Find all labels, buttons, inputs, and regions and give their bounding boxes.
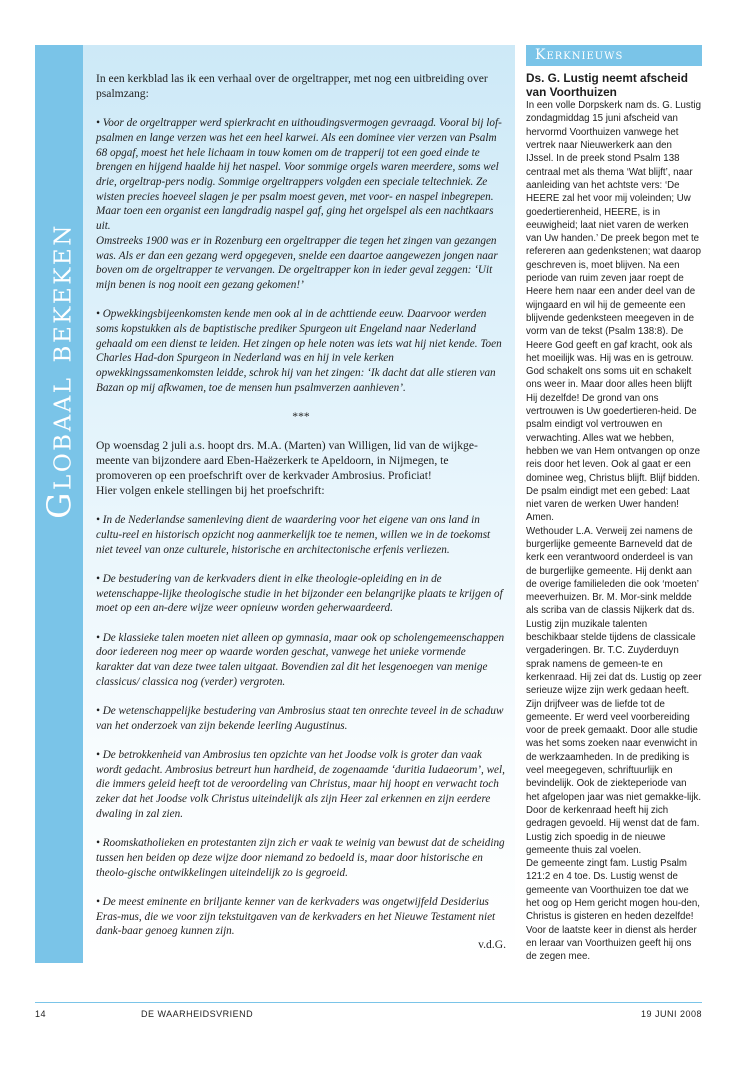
sidebar-header: Kerknieuws bbox=[526, 45, 702, 66]
thesis-item: • De klassieke talen moeten niet alleen op gymnasia, maar ook op scholengemeenschappen door iedereen nog meer op waarde worden geschat, vanwege het unieke vormende karakter dat van deze twee talen uitgaat. Bovendien zal dit het lesgenoegen van menige classicus/ classica nog (verder) vergroten. bbox=[96, 631, 505, 688]
page-number: 14 bbox=[35, 1009, 47, 1019]
signature: v.d.G. bbox=[478, 937, 506, 951]
publication-name: DE WAARHEIDSVRIEND bbox=[141, 1009, 254, 1019]
thesis-item: • De bestudering van de kerkvaders dient in elke theologie-opleiding en in de wetenschappe-lijke theologische studie in het bijzonder een belangrijke plaats te krijgen of moet op een an-dere wijze weer opnieuw worden geherwaardeerd. bbox=[96, 572, 503, 615]
section-title: Globaal bekeken bbox=[39, 223, 79, 519]
issue-date: 19 JUNI 2008 bbox=[640, 1009, 702, 1019]
news-headline: Ds. G. Lustig neemt afscheid van Voorthuizen bbox=[526, 71, 688, 99]
theses-intro: Hier volgen enkele stellingen bij het proefschrift: bbox=[96, 483, 325, 497]
news-paragraph: De gemeente zingt fam. Lustig Psalm 121:2 en 4 toe. Ds. Lustig wenst de gemeente van Voorthuizen toe dat we het oog op Hem gericht mogen hou-den, Christus is gisteren en heden dezelfde! Voor de laatste keer in dienst als herder en leraar van Voorthuizen geeft hij ons de zegen mee. bbox=[526, 858, 700, 963]
thesis-item: • Roomskatholieken en protestanten zijn zich er vaak te weinig van bewust dat de scheiding tussen hen beiden op deze wijze door niemand zo bedoeld is, maar door historische en theolo-gische ontwikkelingen uiteindelijk zo is gegroeid. bbox=[96, 837, 505, 879]
news-paragraph: Wethouder L.A. Verweij zei namens de burgerlijke gemeente Barneveld dat de kerk een verantwoord onderdeel is van de burgerlijke gemeente. Hij denkt aan de overige familieleden die ook ‘moeten’ meeverhuizen. Br. M. Mor-sink meldde als scriba van de classis Nijkerk dat ds. Lustig zijn muzikale talenten beschikbaar stelde tijdens de classicale vergaderingen. Br. T.C. Zuyderduyn sprak namens de gemeen-te en kerkenraad. Hij zei dat ds. Lustig op zeer serieuze wijze zijn werk gedaan heeft. Zijn drijfveer was de liefde tot de gemeente. Er werd veel voorbereiding voor de preek gemaakt. Door alle studie was het soms zoeken naar evenwicht in de werkzaamheden. In de prediking is veel meegegeven, schriftuurlijk en bevindelijk. Ook de ziekteperiode van het afgelopen jaar was niet gemakke-lijk. Door de kerkenraad heeft hij zich gedragen gevoeld. Hij wenst dat de fam. Lustig zich spoedig in de nieuwe gemeente thuis zal voelen. bbox=[526, 525, 702, 856]
thesis-item: • In de Nederlandse samenleving dient de waardering voor het eigene van ons land in cultu-reel en historisch opzicht nog aanmerkelijk toe te nemen, willen we in de toekomst niet teveel van onze culturele, historische en architectonische erfenis verliezen. bbox=[96, 514, 491, 556]
news-sidebar bbox=[526, 45, 702, 963]
thesis-item: • De betrokkenheid van Ambrosius ten opzichte van het Joodse volk is groter dan vaak wordt gedacht. Ambrosius betreurt hun hardheid, de zogenaamde ‘duritia Iudaeorum’, wel, die immers geleid heeft tot de veroordeling van Christus, maar hij hoopt en verwacht toch zeker dat het Joodse volk Christus uiteindelijk als zijn Heer zal erkennen en zijn eerdere dwaling in zal zien. bbox=[96, 749, 505, 820]
thesis-item: • De wetenschappelijke bestudering van Ambrosius staat ten onrechte teveel in de schaduw van het onderzoek van zijn bekende leerling Augustinus. bbox=[96, 705, 504, 732]
footer-divider bbox=[35, 1002, 702, 1003]
promotion-paragraph: Op woensdag 2 juli a.s. hoopt drs. M.A. (Marten) van Willigen, lid van de wijkge-meente van bijzondere aard Eben-Haëzerkerk te Apeldoorn, in Nijmegen, te promoveren op een proefschrift over de kerkvader Ambrosius. Proficiat! bbox=[96, 439, 478, 483]
thesis-item: • De meest eminente en briljante kenner van de kerkvaders was ongetwijfeld Desiderius Eras-mus, die we voor zijn tekstuitgaven van de kerkvaders en het Nieuwe Testament niet dank-baar genoeg kunnen zijn. bbox=[96, 895, 496, 938]
separator: *** bbox=[292, 410, 310, 424]
opwekking-paragraph: • Opwekkingsbijeenkomsten kende men ook al in de achttiende eeuw. Daarvoor werden soms kopstukken als de baptistische prediker Spurgeon uit Engeland naar Nederland gehaald om een dienst te leiden. Het zingen op hele noten was iets wat hij niet kende. Toen Charles Had-don Spurgeon in Nederland was en hij in vele kerken opwekkingssamenkomsten leidde, schrok hij van het zingen: ‘Ik dacht dat alle stieren van Bazan op mij afkwamen, toe de mensen hun psalmverzen aanhieven’. bbox=[96, 308, 502, 394]
main-article bbox=[96, 72, 506, 967]
intro-paragraph: In een kerkblad las ik een verhaal over de orgeltrapper, met nog een uitbreiding over psalmzang: bbox=[96, 72, 488, 100]
orgeltrapper-paragraph: • Voor de orgeltrapper werd spierkracht en uithoudingsvermogen gevraagd. Vooral bij lof-psalmen en lange verzen was het een heel karwei. Als een dominee vier verzen van Psalm 68 opgaf, moest het hele lichaam in touw komen om de trapperij tot een goed einde te brengen en hijgend haalde hij het naspel. Voor sommige orgels waren meerdere, soms wel drie, orgeltrap-pers nodig. Sommige orgeltrappers volgden een speciale teltechniek. Ze wisten precies hoeveel slagen je per psalm moest geven, met voor- en naspel inbegrepen. Maar toen een organist een langdradig naspel gaf, ging het orgelspel als een nachtkaars uit. bbox=[96, 117, 502, 233]
news-paragraph: In een volle Dorpskerk nam ds. G. Lustig zondagmiddag 15 juni afscheid van hervormd Voorthuizen vanwege het vertrek naar Nieuwerkerk aan den IJssel. In de preek stond Psalm 138 centraal met als thema ‘Wat blijft’, naar aanleiding van het achtste vers: ‘De HEERE zal het voor mij voleinden; Uw goedertierenheid, HEERE, is in eeuwigheid; laat niet varen de werken van Uw handen.’ De preek begon met te refereren aan gedenkstenen; wat daarop geschreven is, moet blijven. Na een periode van ruim zeven jaar roept de Heere hem naar een ander deel van de wijngaard en wil hij de gemeente een blijvende gedenksteen meegeven in de vorm van de tekst (Psalm 138:8). De Heere God geeft en gaf kracht, ook als het moeilijk was. Hij was en is getrouw. God schakelt ons soms uit en schakelt ons weer in. Maar door alles heen blijft Hij dezelfde! De grond van ons vertrouwen is Uw goedertieren-heid. De psalm eindigt vol vertrouwen en verwachting. Alles wat we hebben, hebben we van Hem ontvangen op onze reis door het leven. Ook al gaat er een dominee weg, Christus blijft. Blijf bidden. De psalm eindigt met een gebed: Laat niet varen de werken Uwer handen! Amen. bbox=[526, 100, 702, 524]
rozenburg-paragraph: Omstreeks 1900 was er in Rozenburg een orgeltrapper die tegen het zingen van gezangen was. Als er dan een gezang werd opgegeven, snelde een daartoe aangewezen jongen naar boven om de orgeltrapper te vervangen. De orgeltrapper kon in ieder geval zeggen: ‘Uit mijn benen is nog nooit een gezang gekomen!’ bbox=[96, 234, 498, 291]
